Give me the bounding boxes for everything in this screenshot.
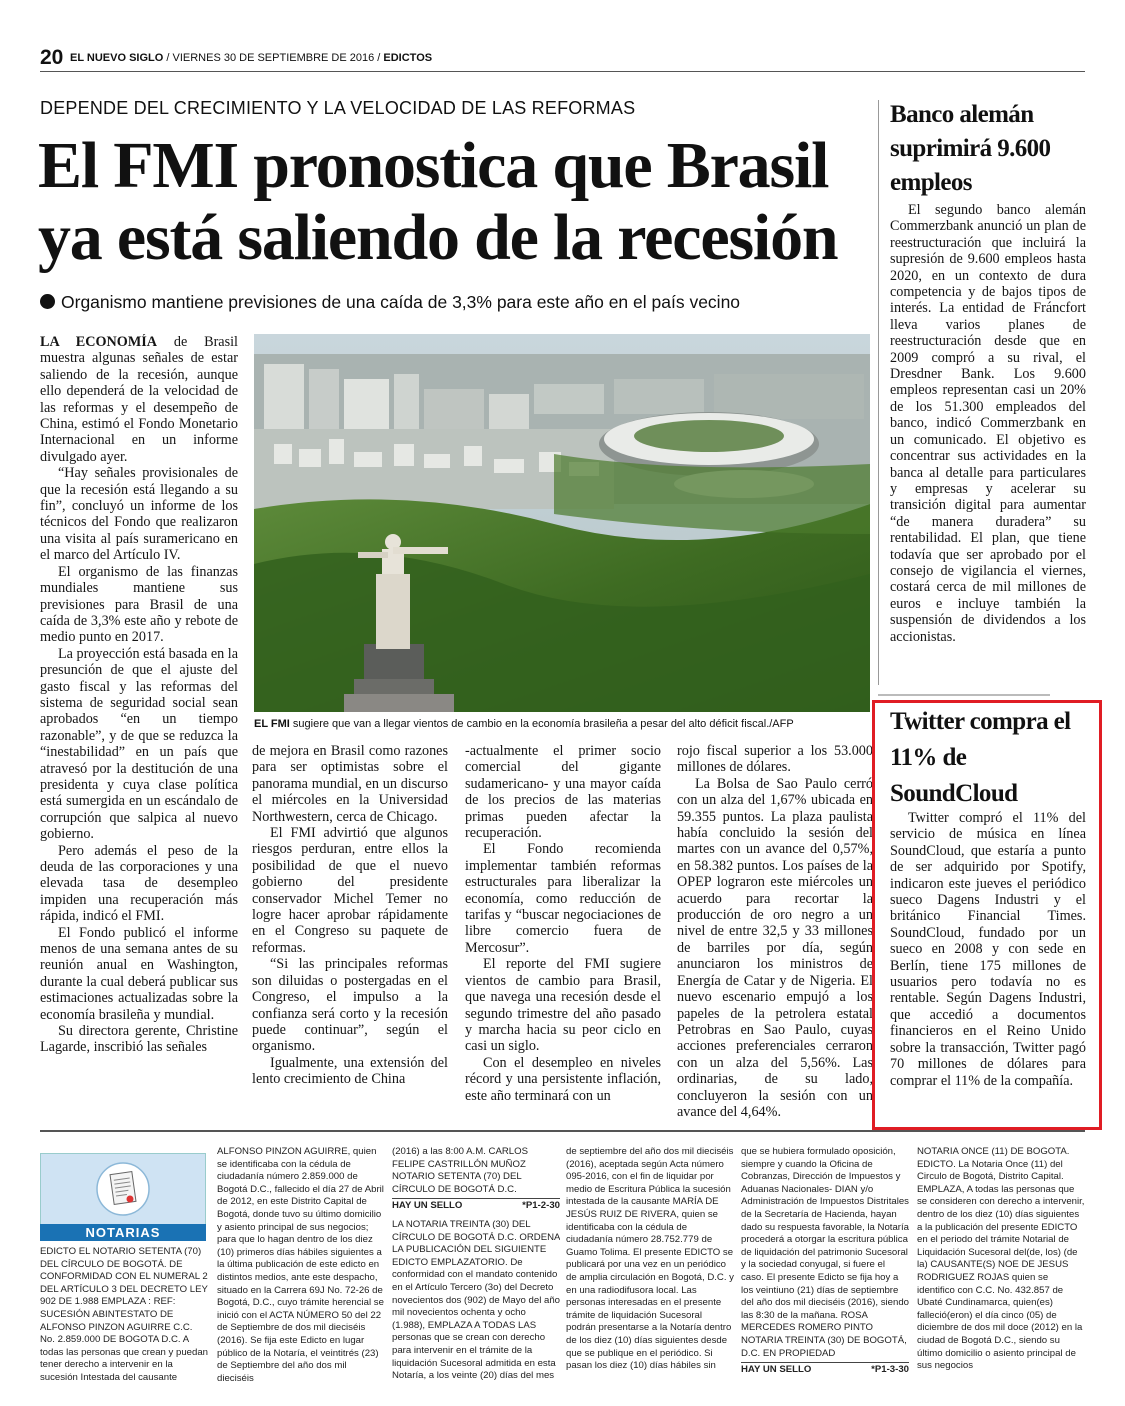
subhead-text: Organismo mantiene previsiones de una caída de 3,3% para este año en el país vecino — [61, 292, 741, 312]
seal-label: HAY UN SELLO — [392, 1200, 463, 1212]
lead-word: LA ECONOMÍA — [40, 334, 157, 350]
paragraph: Con el desempleo en niveles récord y una persistente inflación, este año terminará con un — [465, 1054, 661, 1104]
edictos-rule — [40, 1130, 1085, 1132]
caption-lead: EL FMI — [254, 718, 290, 730]
sidebar-banco-title: Banco alemán suprimirá 9.600 empleos — [890, 101, 1051, 196]
edicto-text-3 — [392, 1146, 560, 1402]
paragraph: El reporte del FMI sugiere vientos de cambio para Brasil, que navega una recesión desde el segundo trimestre del año pasado y marcha hacia su peor ciclo en casi un siglo. — [465, 956, 661, 1055]
rio-landscape-image — [254, 334, 870, 712]
article-column-4 — [677, 743, 873, 1123]
paper-name: EL NUEVO SIGLO — [70, 52, 164, 64]
paragraph: Igualmente, una extensión del lento crecimiento de China — [252, 1054, 448, 1088]
edicto-text-6: NOTARIA ONCE (11) DE BOGOTA. EDICTO. La Notaria Once (11) del Circulo de Bogotá, Distrito Capital. EMPLAZA, A todas las personas que se consideren con derecho a intervenir, dentro de los diez (10) días siguientes a la publicación del presente EDICTO en el periodo del trámite Notarial de Liquidación Sucesoral del(de, los) (de la) CAUSANTE(S) NOE DE JESUS RODRIGUEZ ROJAS quien se identifico con C.C. No. 432.857 de Ubaté Cundinamarca, quien(es) falleció(eron) el día cinco (05) de diciembre de dos mil doce (2012) en la ciudad de Bogotá D.C., siendo su último domicilio o asiento principal de sus negocios — [917, 1146, 1085, 1372]
article-column-3 — [465, 743, 661, 1123]
paragraph: rojo fiscal superior a los 53.000 millones de dólares. — [677, 743, 873, 776]
sidebar-twitter-title: Twitter compra el 11% de SoundCloud — [890, 708, 1071, 807]
paragraph: El Fondo recomienda implementar también reformas estructurales para liberalizar la economía, como reducción de tarifas y “buscar negociaciones de libre comercio fuera de Mercosur”. — [465, 841, 661, 956]
seal-label: HAY UN SELLO — [741, 1364, 812, 1376]
paragraph: La proyección está basada en la presunción de que el ajuste del gasto fiscal y las reformas del sistema de seguridad social sean aprobados “en un tiempo razonable”, y de que se reduzca la “inestabilidad” en un país que atravesó por la destitución de una presidenta y cuya clase política está sumergida en un escándalo de corrupción que salpica al nuevo gobierno. — [40, 645, 238, 843]
sidebar-rule — [878, 694, 1050, 696]
edicto-code: *P1-2-30 — [522, 1200, 560, 1212]
paragraph: Twitter compró el 11% del servicio de música en línea SoundCloud, que estaría a punto de ser adquirido por Spotify, indicaron este jueves el periódico sueco Dagens Industri y el británico Financial Times. SoundCloud, fundado por un sueco en 2008 y con sede en Berlín, tiene 175 millones de usuarios pero todavía no es rentable. Según Dagens Industri, que accedió a documentos financieros en el Reino Unido sobre la transacción, Twitter pagó 70 millones de dólares para comprar el 11% de la compañía. — [890, 810, 1086, 1089]
paragraph: Pero además el peso de la deuda de las corporaciones y una elevada tasa de desempleo impiden una recuperación más rápida, indicó el FMI. — [40, 842, 238, 925]
edicto-paragraph: que se hubiera formulado oposición, siempre y cuando la Oficina de Cobranzas, Dirección de Impuestos y Aduanas Nacionales- DIAN y/o Administración de Impuestos Distritales de la Secretaría de Hacienda, hayan dado su respuesta favorable, la Notaría procederá a otorgar la escritura pública de liquidación del patrimonio Sucesoral y la sociedad conyugal, si fuere el caso. El presente Edicto se fija hoy a los veintiuno (21) días de septiembre del año dos mil dieciséis (2016), siendo las 8:30 de la mañana. ROSA MERCEDES ROMERO PINTO NOTARIA TREINTA (30) DE BOGOTÁ, D.C. EN PROPIEDAD — [741, 1146, 909, 1359]
edicto-paragraph: LA NOTARIA TREINTA (30) DEL CÍRCULO DE BOGOTÁ D.C. ORDENA LA PUBLICACIÓN DEL SIGUIENTE EDICTO EMPLAZATORIO. De conformidad con el mandato contenido en el Artículo Tercero (3o) del Decreto novecientos dos (902) de Mayo del año mil novecientos ochenta y ocho (1.988), EMPLAZA A TODAS LAS personas que se crean con derecho para intervenir en el trámite de la liquidación Sucesoral admitida en esta Notaría, a los veinte (20) días del mes — [392, 1218, 560, 1382]
article-headline: El FMI pronostica que Brasil ya está saliendo de la recesión — [38, 129, 838, 274]
article-photo — [254, 334, 870, 712]
edicto-text-2: ALFONSO PINZON AGUIRRE, quien se identificaba con la cédula de ciudadanía número 2.859.000 de Bogotá D.C., fallecido el día 27 de Abril de 2012, en este Distrito Capital de Bogotá, donde tuvo su último domicilio y asiento principal de sus negocios; para que lo hagan dentro de los diez (10) primeros días hábiles siguientes a la última publicación de este edicto en distintos medios, ante este despacho, situado en la Carrera 69J No. 72-26 de Bogotá, D.C., cuyo trámite herencial se inició con el ACTA NÚMERO 50 del 22 de Septiembre de dos mil dieciséis (2016). Se fija este Edicto en lugar público de la Notaría, el veintitrés (23) de Septiembre del año dos mil dieciséis — [217, 1146, 384, 1384]
paragraph: La Bolsa de Sao Paulo cerró con un alza del 1,67% ubicada en 59.355 puntos. La plaza paulista había concluido la sesión del martes con un avance del 0,57%, en 58.382 puntos. Los países de la OPEP lograron este miércoles un acuerdo para recortar la producción de oro negro a un nivel de entre 32,5 y 33 millones de barriles por día, según anunciaron los ministros de Energía de Catar y de Nigeria. El nuevo escenario empujó a los papeles de la petrolera estatal Petrobras en Sao Paulo, cuyas acciones preferenciales cerraron con un alza del 5,56%. Las ordinarias, de su lado, concluyeron la sesión con un avance del 4,64%. — [677, 775, 873, 1120]
edicto-paragraph: (2016) a las 8:00 A.M. CARLOS FELIPE CASTRILLÓN MUÑOZ NOTARIO SETENTA (70) DEL CÍRCULO DE BOGOTÁ D.C. — [392, 1146, 528, 1195]
edicto-text-5 — [741, 1146, 909, 1402]
edicto-text-4: de septiembre del año dos mil dieciséis (2016), aceptada según Acta número 095-2016, con el fin de liquidar por medio de Escritura Pública la sucesión intestada de la causante MARÍA DE JESÚS RUIZ DE RIVERA, quien se identificaba con la cédula de ciudadanía número 28.752.779 de Guamo Tolima. El presente EDICTO se publicará por una vez en un periódico de amplia circulación en Bogotá, D.C. y en una radiodifusora local. Las personas interesadas en el presente trámite de liquidación Sucesoral podrán presentarse a la Notaría dentro de los diez (10) días siguientes desde que se publique en el periódico. Si pasan los diez (10) días hábiles sin — [566, 1146, 734, 1372]
notarias-label: NOTARIAS — [40, 1224, 206, 1241]
paragraph: “Si las principales reformas son diluidas o postergadas en el Congreso, el impulso a la confianza será corto y la recesión puede continuar”, según el organismo. — [252, 956, 448, 1055]
paragraph: El FMI advirtió que algunos riesgos perduran, entre ellos la posibilidad de que el nuevo gobierno del presidente conservador Michel Temer no logre hacer aprobar rápidamente en el Congreso su paquete de reformas. — [252, 825, 448, 956]
sidebar-banco-body — [890, 202, 1086, 688]
article-subhead — [40, 292, 870, 313]
article-column-2 — [252, 743, 448, 1123]
paragraph: “Hay señales provisionales de que la recesión está llegando a su fin”, concluyó un informe de los técnicos del Fondo que realizaron una visita al país suramericano en el marco del Artículo IV. — [40, 465, 238, 564]
bullet-icon — [40, 294, 55, 309]
paragraph: El segundo banco alemán Commerzbank anunció un plan de reestructuración que incluirá la supresión de 9.600 empleos hasta 2020, en un contexto de dura competencia y de bajos tipos de interés. La entidad de Fráncfort lleva varios planes de reestructuración desde que en 2009 compró a su rival, el Dresdner Bank. Los 9.600 empleos representan casi un 20% de los 51.300 empleados del banco, indicó Commerzbank en un comunicado. El objetivo es concentrar sus actividades en la banca al detalle para particulares y empresas y acelerar su transición digital para aumentar “de manera duradera” su rentabilidad. El plan, que tiene todavía que ser aprobado por el consejo de vigilancia el viernes, costará cerca de mil millones de euros e incluye también la suspensión de dividendos a los accionistas. — [890, 202, 1086, 645]
edicto-signature — [392, 1198, 560, 1213]
masthead-line: EL NUEVO SIGLO / VIERNES 30 DE SEPTIEMBRE DE 2016 / EDICTOS — [70, 52, 433, 64]
photo-caption — [254, 718, 874, 730]
page-header — [40, 46, 1085, 72]
edicto-text-1: EDICTO EL NOTARIO SETENTA (70) DEL CÍRCULO DE BOGOTÁ. DE CONFORMIDAD CON EL NUMERAL 2 DEL ARTÍCULO 3 DEL DECRETO LEY 902 DE 1.988 EMPLAZA : REF: SUCESIÓN ABINTESTATO DE ALFONSO PINZON AGUIRRE C.C. No. 2.859.000 DE BOGOTA D.C. A todas las personas que crean y puedan tener derecho a intervenir en la sucesión Intestada del causante — [40, 1246, 208, 1383]
paragraph: Su directora gerente, Christine Lagarde, inscribió las señales — [40, 1023, 238, 1056]
caption-text: sugiere que van a llegar vientos de cambio en la economía brasileña a pesar del alto déficit fiscal./AFP — [289, 718, 794, 730]
paragraph: de mejora en Brasil como razones para ser optimistas sobre el panorama mundial, en un discurso el miércoles en la Universidad Northwestern, cerca de Chicago. — [252, 743, 448, 825]
edicto-code: *P1-3-30 — [871, 1364, 909, 1376]
page-number: 20 — [40, 46, 64, 69]
sidebar-divider — [878, 100, 879, 685]
paragraph-text: de Brasil muestra algunas señales de estar saliendo de la recesión, aunque ello dependerá de la velocidad de las reformas y el desempeño de China, estimó el Fondo Monetario Internacional en un informe divulgado ayer. — [40, 334, 238, 465]
section-name: EDICTOS — [383, 52, 433, 64]
article-column-1 — [40, 334, 238, 1124]
document-icon — [96, 1162, 150, 1216]
paragraph — [40, 334, 238, 465]
paragraph: El organismo de las finanzas mundiales mantiene sus previsiones para Brasil de una caída de 3,3% este año y rebote de medio punto en 2017. — [40, 563, 238, 646]
paragraph: El Fondo publicó el informe menos de una semana antes de su reunión anual en Washington, durante la cual deberá publicar sus estimaciones actualizadas sobre la economía brasileña y mundial. — [40, 924, 238, 1023]
edicto-signature — [741, 1362, 909, 1377]
issue-date: VIERNES 30 DE SEPTIEMBRE DE 2016 — [172, 52, 375, 64]
sidebar-twitter-body — [890, 810, 1086, 1122]
article-kicker: DEPENDE DEL CRECIMIENTO Y LA VELOCIDAD DE LAS REFORMAS — [40, 98, 636, 118]
paragraph: -actualmente el primer socio comercial del gigante sudamericano- y una mayor caída de los precios de las materias primas pueden afectar la recuperación. — [465, 743, 661, 842]
